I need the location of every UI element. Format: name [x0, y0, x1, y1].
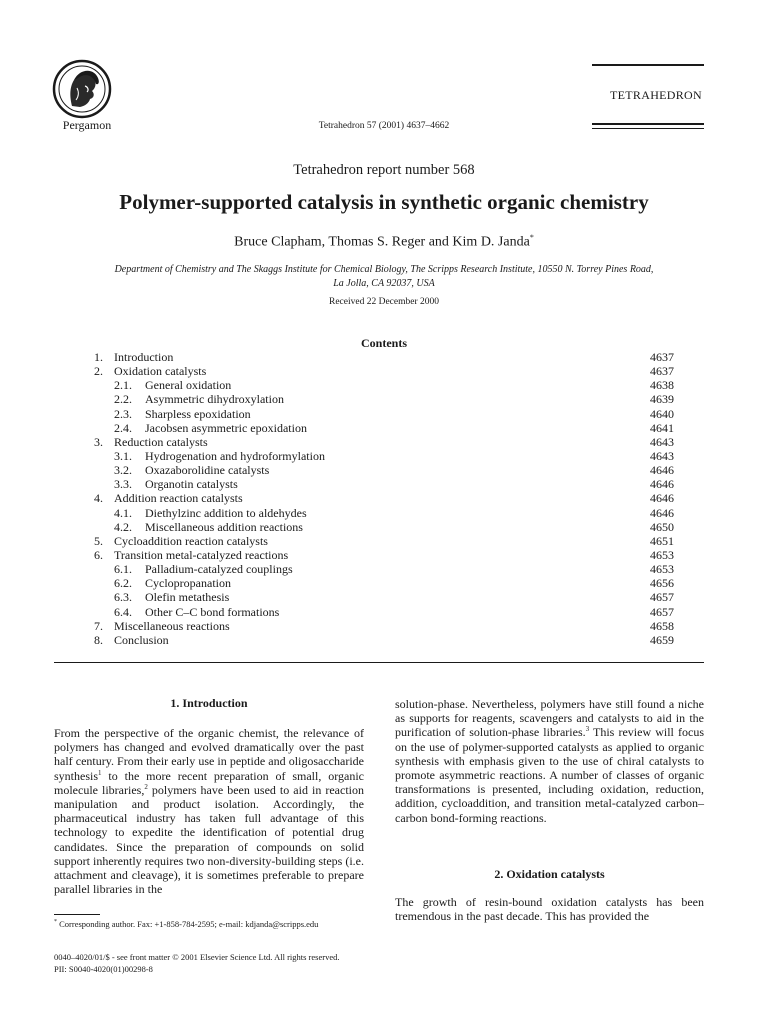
- corresponding-author-mark: *: [529, 233, 534, 242]
- toc-page: 4658: [650, 618, 674, 633]
- toc-page: 4643: [650, 434, 674, 449]
- toc-page: 4637: [650, 364, 674, 379]
- toc-entry[interactable]: [94, 520, 674, 534]
- toc-num: 2.2.: [114, 392, 132, 407]
- footnote-text: Corresponding author. Fax: +1-858-784-2595; e-mail: kdjanda@scripps.edu: [59, 919, 319, 929]
- masthead-rule-top: [592, 64, 704, 66]
- toc-label: Other C–C bond formations: [145, 604, 280, 619]
- article-authors: [0, 233, 768, 251]
- toc-page: 4657: [650, 604, 674, 619]
- toc-num: 4.2.: [114, 519, 132, 534]
- citation-ref[interactable]: 1: [98, 768, 102, 777]
- toc-num: 2.1.: [114, 378, 132, 393]
- toc-page: 4646: [650, 463, 674, 478]
- toc-entry[interactable]: [94, 534, 674, 548]
- contents-heading: Contents: [360, 336, 407, 350]
- author-affiliation: [60, 263, 708, 291]
- journal-name: TETRAHEDRON: [610, 88, 702, 102]
- toc-label: Jacobsen asymmetric epoxidation: [145, 420, 307, 435]
- toc-num: 6.4.: [114, 604, 132, 619]
- toc-num: 3.2.: [114, 463, 132, 478]
- toc-label: Cycloaddition reaction catalysts: [114, 533, 268, 548]
- footnote-rule: [54, 914, 100, 915]
- toc-label: Diethylzinc addition to aldehydes: [145, 505, 307, 520]
- toc-num: 8.: [94, 632, 103, 647]
- table-of-contents: [94, 350, 674, 647]
- pii-line: PII: S0040-4020(01)00298-8: [54, 964, 153, 974]
- toc-num: 1.: [94, 350, 103, 364]
- copyright-line: 0040–4020/01/$ - see front matter © 2001 Elsevier Science Ltd. All rights reserved.: [54, 952, 340, 962]
- toc-label: Palladium-catalyzed couplings: [145, 562, 293, 577]
- toc-label: Asymmetric dihydroxylation: [145, 392, 284, 407]
- toc-entry[interactable]: [94, 506, 674, 520]
- toc-num: 4.: [94, 491, 103, 506]
- paragraph-text: polymers have been used to aid in reaction manipulation and product isolation. Accordingly, the pharmaceutical industry has taken full advantage of this technology to expedite the identification of potential drug candidates. Since the preparation of compounds on solid support inherently requires two non-diversity-building steps (i.e. attachment and cleavage), it is sometimes preferable to prepare parallel libraries in the: [54, 782, 364, 897]
- paragraph-text: This review will focus on the use of polymer-supported catalysts as applied to organic synthesis with emphasis given to the use of chiral catalysts to promote asymmetric reactions. A number of classes of organic transformations is presented, including oxidation, reduction, addition, cycloaddition, and transition metal-catalyzed carbon–carbon bond-forming reactions.: [395, 725, 704, 825]
- publisher-name: Pergamon: [62, 118, 112, 132]
- toc-label: Miscellaneous addition reactions: [145, 519, 303, 534]
- author-names: Bruce Clapham, Thomas S. Reger and Kim D. Janda: [234, 234, 530, 250]
- toc-entry[interactable]: [94, 350, 674, 364]
- toc-label: Organotin catalysts: [145, 477, 238, 492]
- section-heading: 2. Oxidation catalysts: [494, 866, 605, 881]
- toc-page: 4639: [650, 392, 674, 407]
- toc-entry[interactable]: [94, 590, 674, 604]
- left-column: [54, 696, 364, 897]
- pergamon-logo: [52, 58, 112, 120]
- contents-divider: [54, 662, 704, 663]
- toc-entry[interactable]: [94, 449, 674, 463]
- footnote: [54, 919, 318, 929]
- toc-num: 3.: [94, 434, 103, 449]
- toc-label: Introduction: [114, 350, 174, 364]
- received-date: Received 22 December 2000: [329, 297, 439, 307]
- toc-num: 3.1.: [114, 448, 132, 463]
- toc-page: 4653: [650, 562, 674, 577]
- toc-entry[interactable]: [94, 364, 674, 378]
- toc-entry[interactable]: [94, 605, 674, 619]
- toc-page: 4643: [650, 448, 674, 463]
- affiliation-line: Department of Chemistry and The Skaggs Institute for Chemical Biology, The Scripps Research Institute, 10550 N. Torrey Pines Road,: [114, 264, 654, 275]
- paragraph-text: to the more recent preparation of small, organic molecule libraries,: [54, 768, 364, 797]
- toc-page: 4646: [650, 477, 674, 492]
- paragraph-text: From the perspective of the organic chemist, the relevance of polymers has changed and evolved dramatically over the past half century. From their early use in peptide and oligosaccharide synthesis: [54, 726, 364, 783]
- toc-page: 4650: [650, 519, 674, 534]
- copyright-notice: [54, 951, 339, 975]
- toc-num: 3.3.: [114, 477, 132, 492]
- toc-num: 2.: [94, 364, 103, 379]
- toc-label: Oxidation catalysts: [114, 364, 207, 379]
- toc-page: 4641: [650, 420, 674, 435]
- toc-num: 6.: [94, 547, 103, 562]
- right-column: [395, 697, 704, 923]
- toc-label: Miscellaneous reactions: [114, 618, 230, 633]
- citation-ref[interactable]: 3: [585, 725, 590, 734]
- toc-entry[interactable]: [94, 477, 674, 491]
- toc-entry[interactable]: [94, 633, 674, 647]
- toc-page: 4646: [650, 491, 674, 506]
- toc-entry[interactable]: [94, 548, 674, 562]
- article-title: Polymer-supported catalysis in synthetic organic chemistry: [119, 190, 649, 214]
- toc-entry[interactable]: [94, 463, 674, 477]
- intro-paragraph-continued: [395, 697, 704, 825]
- toc-page: 4659: [650, 632, 674, 647]
- toc-num: 6.3.: [114, 590, 132, 605]
- footnote-mark: *: [54, 919, 57, 926]
- toc-page: 4656: [650, 576, 674, 591]
- masthead-rule-bottom-2: [592, 128, 704, 129]
- toc-num: 2.4.: [114, 420, 132, 435]
- toc-entry[interactable]: [94, 378, 674, 392]
- toc-label: Oxazaborolidine catalysts: [145, 463, 270, 478]
- toc-label: Transition metal-catalyzed reactions: [114, 547, 289, 562]
- toc-page: 4638: [650, 378, 674, 393]
- toc-page: 4637: [650, 350, 674, 364]
- toc-page: 4646: [650, 505, 674, 520]
- citation-ref[interactable]: 2: [144, 782, 148, 791]
- oxidation-paragraph: The growth of resin-bound oxidation catalysts has been tremendous in the past decade. This has provided the: [395, 895, 704, 924]
- toc-entry[interactable]: [94, 562, 674, 576]
- toc-num: 6.2.: [114, 576, 132, 591]
- toc-page: 4651: [650, 533, 674, 548]
- toc-num: 2.3.: [114, 406, 132, 421]
- toc-page: 4657: [650, 590, 674, 605]
- toc-entry[interactable]: [94, 407, 674, 421]
- report-number: Tetrahedron report number 568: [293, 162, 475, 178]
- masthead-rule-bottom-1: [592, 123, 704, 125]
- journal-citation: Tetrahedron 57 (2001) 4637–4662: [318, 121, 450, 131]
- toc-entry[interactable]: [94, 392, 674, 406]
- toc-num: 7.: [94, 618, 103, 633]
- toc-label: Conclusion: [114, 632, 169, 647]
- intro-paragraph: [54, 726, 364, 896]
- toc-entry[interactable]: [94, 491, 674, 505]
- toc-entry[interactable]: [94, 576, 674, 590]
- section-heading: 1. Introduction: [170, 696, 248, 710]
- toc-label: Cyclopropanation: [145, 576, 231, 591]
- toc-num: 6.1.: [114, 562, 132, 577]
- toc-page: 4653: [650, 547, 674, 562]
- toc-label: Addition reaction catalysts: [114, 491, 243, 506]
- paragraph-text: solution-phase. Nevertheless, polymers have still found a niche as supports for reagents, scavengers and catalysts to aid in the purification of solution-phase libraries.: [395, 697, 704, 740]
- toc-page: 4640: [650, 406, 674, 421]
- toc-label: Olefin metathesis: [145, 590, 230, 605]
- toc-label: Reduction catalysts: [114, 434, 208, 449]
- toc-label: Hydrogenation and hydroformylation: [145, 448, 325, 463]
- toc-entry[interactable]: [94, 421, 674, 435]
- affiliation-line: La Jolla, CA 92037, USA: [333, 278, 435, 289]
- toc-entry[interactable]: [94, 435, 674, 449]
- toc-label: Sharpless epoxidation: [145, 406, 251, 421]
- toc-num: 5.: [94, 533, 103, 548]
- toc-num: 4.1.: [114, 505, 132, 520]
- toc-label: General oxidation: [145, 378, 232, 393]
- toc-entry[interactable]: [94, 619, 674, 633]
